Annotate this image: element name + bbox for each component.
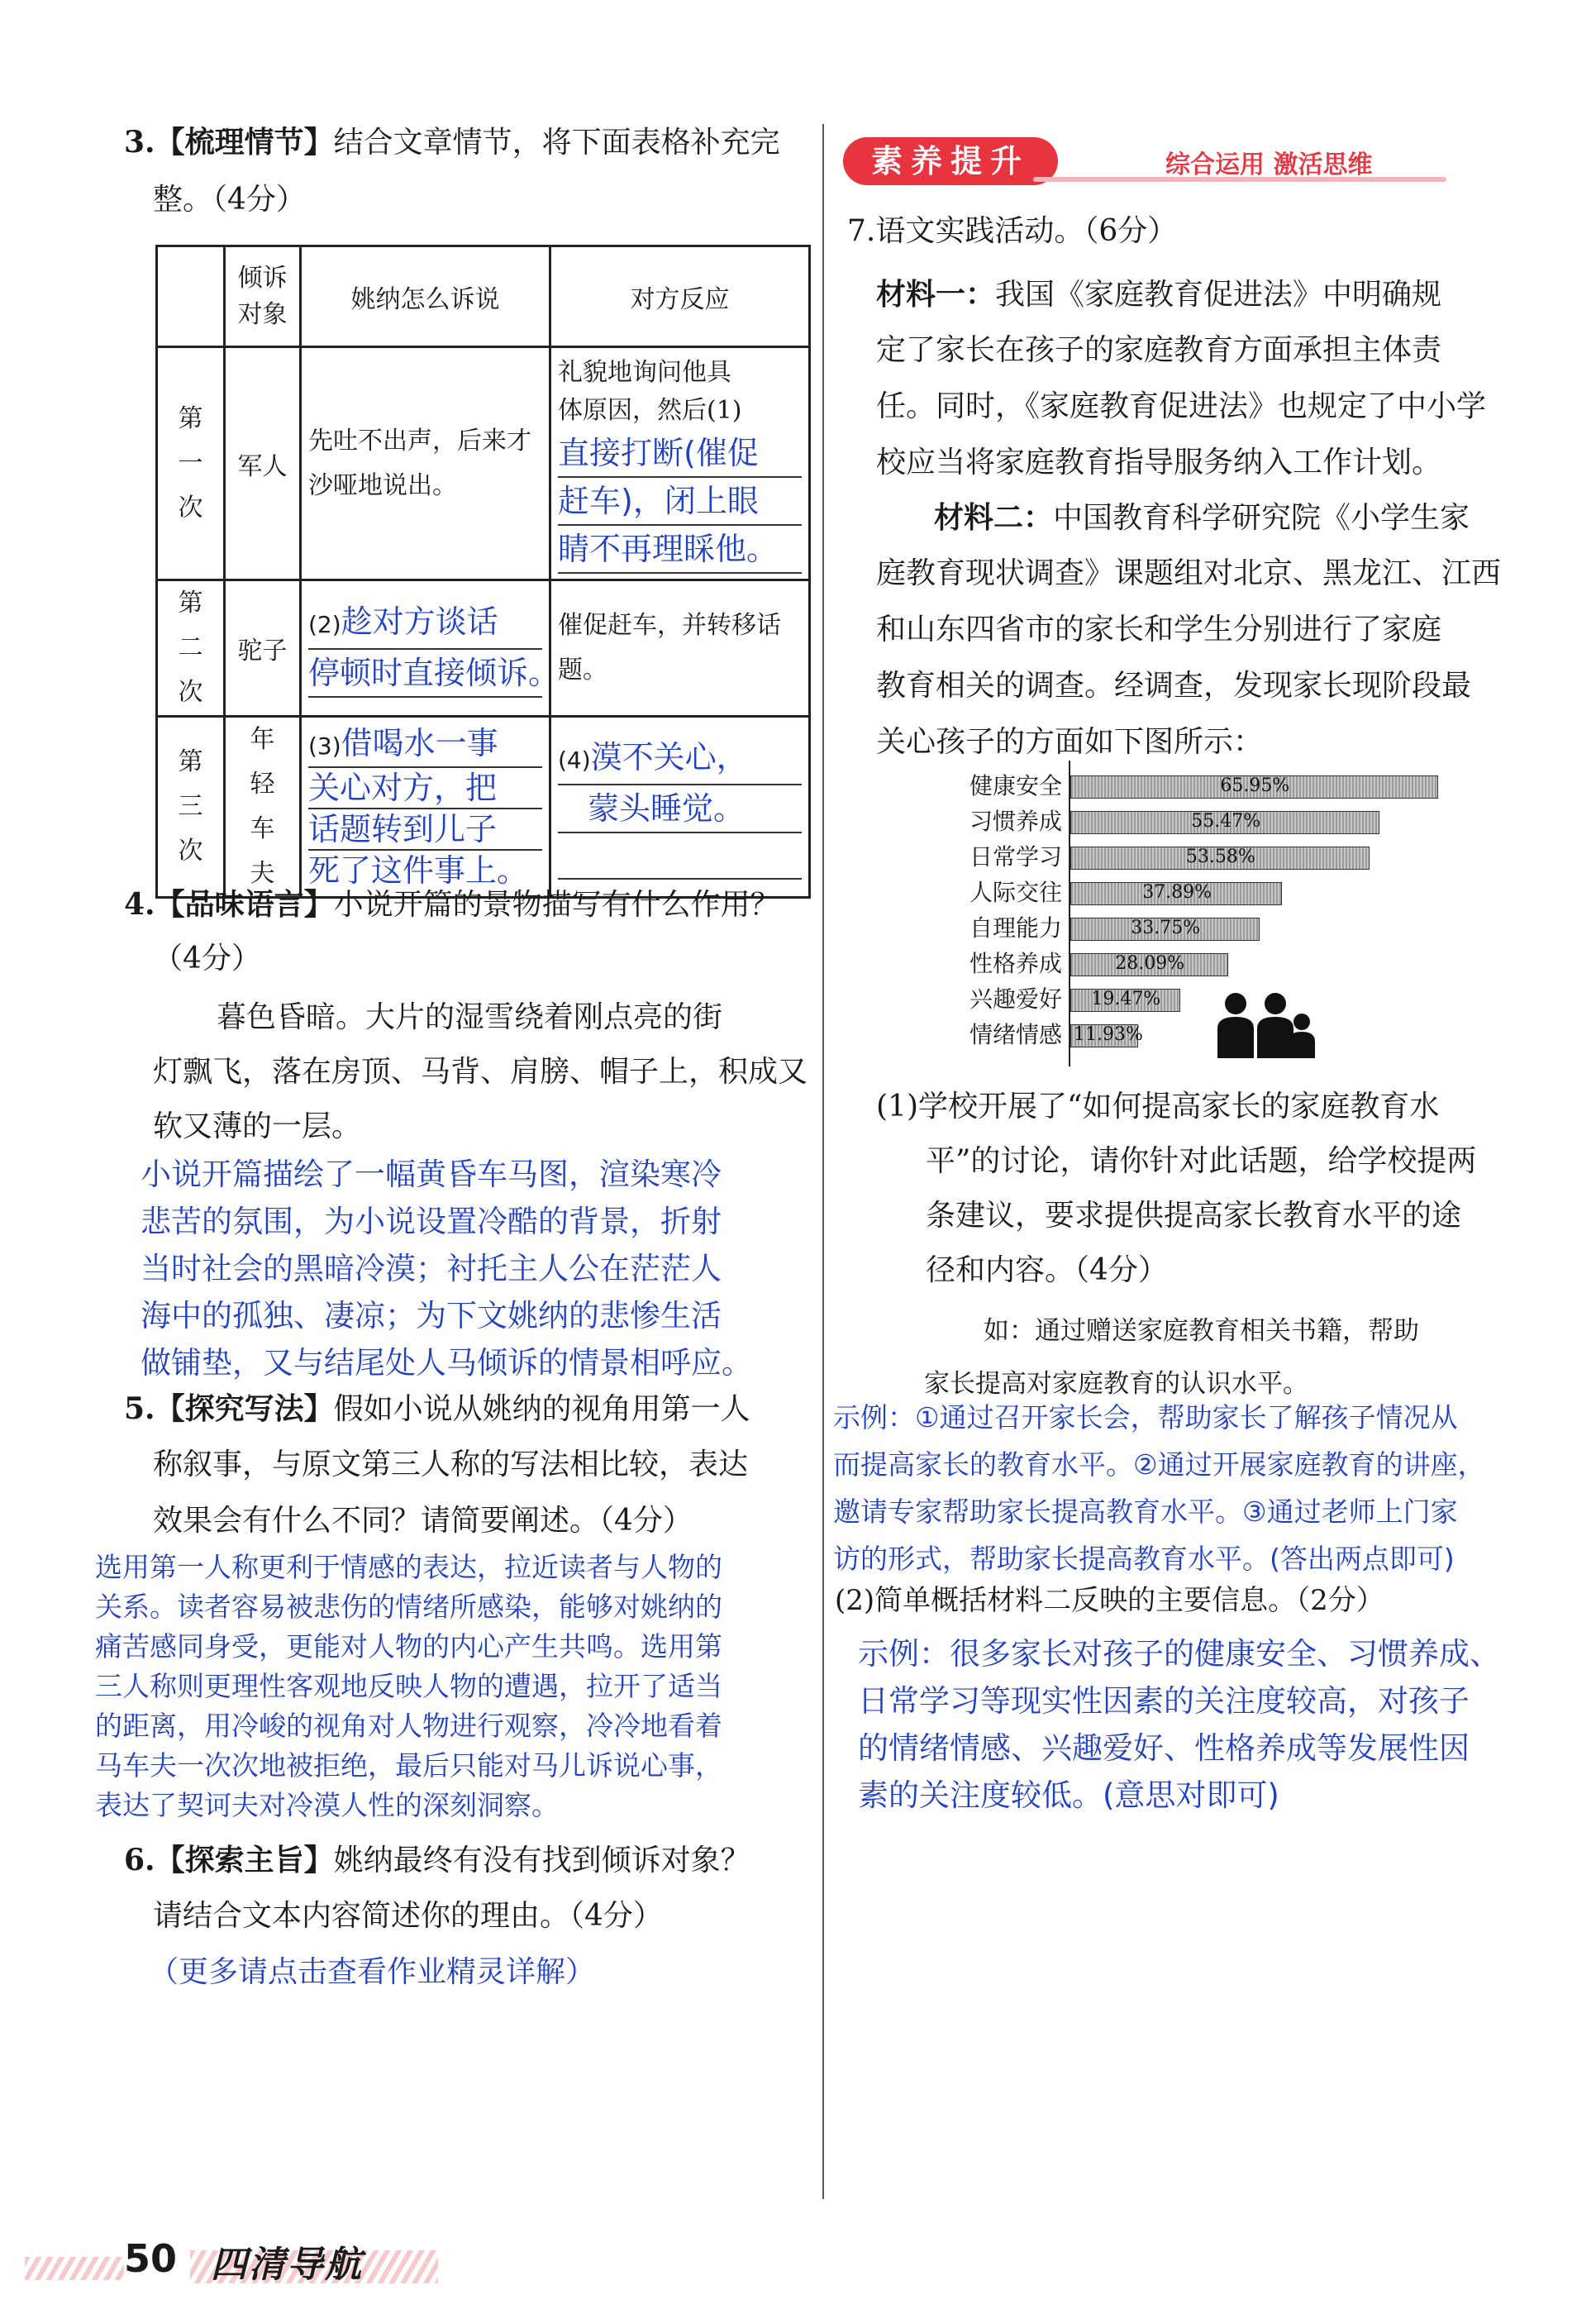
q4-line2: （4分）: [153, 942, 261, 976]
banner-subtitle: 综合运用 激活思维: [1165, 150, 1373, 179]
row2-answer-1: (2)趁对方谈话: [308, 599, 542, 650]
row1-how: 先吐不出声，后来才沙哑地说出。: [301, 347, 550, 580]
q7-material1-rest: [876, 322, 1486, 491]
row1-label: 第一次: [157, 347, 225, 580]
material1-line: 定了家长在孩子的家庭教育方面承担主体责: [876, 333, 1442, 367]
q4-quote-1: 暮色昏暗。大片的湿雪绕着刚点亮的街: [217, 1000, 723, 1034]
q4-answer-line: 海中的孤独、凄凉；为下文姚纳的悲惨生活: [141, 1298, 722, 1333]
material2-line: 庭教育现状调查》课题组对北京、黑龙江、江西: [876, 556, 1502, 590]
row3-react: [550, 717, 810, 898]
chart-category-label: 性格养成: [969, 950, 1062, 977]
chart-axis: [1069, 761, 1070, 1066]
family-icon: [1211, 992, 1318, 1058]
q7-material1: [876, 266, 1441, 323]
row1-answer-2: 赶车)，闭上眼: [558, 478, 802, 526]
q3-text: 结合文章情节，将下面表格补充完: [333, 126, 780, 160]
material2-label: 材料二：: [934, 500, 1054, 535]
q4-text: 小说开篇的景物描写有什么作用？: [333, 888, 780, 922]
example-line: 家长提高对家庭教育的认识水平。: [924, 1369, 1308, 1399]
q4-line1: [124, 886, 780, 923]
material1-line: 任。同时，《家庭教育促进法》也规定了中小学: [876, 389, 1487, 423]
q4-head: 4.【品味语言】: [124, 887, 334, 922]
brand-logo: 四清导航: [211, 2244, 363, 2286]
chart-category-label: 情绪情感: [969, 1021, 1062, 1048]
answer2-line: 示例：很多家长对孩子的健康安全、习惯养成、: [858, 1636, 1500, 1672]
answer1-line: 示例：①通过召开家长会，帮助家长了解孩子情况从: [833, 1401, 1458, 1434]
q6-line2: 请结合文本内容简述你的理由。（4分）: [153, 1899, 663, 1933]
row2-label: 第二次: [157, 580, 225, 717]
plot-table: [155, 245, 811, 899]
q7-answer2: [858, 1630, 1500, 1819]
q5-head: 5.【探究写法】: [124, 1391, 334, 1426]
chart-category-label: 自理能力: [969, 914, 1062, 942]
row3-answer-2: 关心对方，把: [308, 768, 542, 809]
row1-react: [550, 347, 810, 580]
q6-detail-link[interactable]: （更多请点击查看作业精灵详解）: [149, 1955, 596, 1989]
q5-line3: 效果会有什么不同？请简要阐述。（4分）: [153, 1504, 693, 1538]
chart-value-label: 28.09%: [1115, 953, 1185, 974]
chart-value-label: 37.89%: [1142, 882, 1212, 903]
row3-answer-3: 话题转到儿子: [308, 809, 542, 851]
row1-react-pre1: 礼貌地询问他具: [558, 357, 731, 387]
q5-answer-line: 关系。读者容易被悲伤的情绪所感染，能够对姚纳的: [95, 1591, 722, 1623]
row3-how: [301, 717, 550, 898]
q6-line1: [124, 1842, 750, 1879]
answer1-line: 而提高家长的教育水平。②通过开展家庭教育的讲座，: [833, 1448, 1485, 1481]
row3-answer-1: (3)借喝水一事: [308, 723, 542, 768]
column-divider: [822, 124, 824, 2199]
q4-answer-line: 做铺垫，又与结尾处人马倾诉的情景相呼应。: [141, 1345, 752, 1381]
answer2-line: 日常学习等现实性因素的关注度较高，对孩子: [858, 1683, 1470, 1719]
q7-answer1: [833, 1394, 1485, 1582]
chart-value-label: 19.47%: [1091, 989, 1161, 1009]
chart-category-label: 习惯养成: [969, 808, 1062, 835]
answer1-line: 邀请专家帮助家长提高教育水平。③通过老师上门家: [833, 1496, 1458, 1528]
chart-category-label: 人际交往: [969, 879, 1062, 906]
q5-answer-line: 马车夫一次次地被拒绝，最后只能对马儿诉说心事，: [95, 1749, 722, 1782]
section-banner: [843, 132, 1438, 192]
q7-material2-rest: [876, 546, 1501, 770]
material1-line: 校应当将家庭教育指导服务纳入工作计划。: [876, 446, 1442, 479]
q5-answer-line: 痛苦感同身受，更能对人物的内心产生共鸣。选用第: [95, 1630, 722, 1663]
row1-target: 军人: [225, 347, 301, 580]
material1-label: 材料一：: [876, 277, 996, 312]
row1-react-pre2: 体原因，然后(1): [558, 395, 742, 425]
example-line: 如：通过赠送家庭教育相关书籍，帮助: [984, 1316, 1419, 1346]
row3-react-answer-1: (4)漠不关心，: [558, 734, 802, 785]
q5-answer-line: 选用第一人称更利于情感的表达，拉近读者与人物的: [95, 1551, 722, 1583]
header-how: 姚纳怎么诉说: [301, 246, 550, 347]
chart-category-label: 日常学习: [969, 843, 1062, 871]
chart-value-label: 33.75%: [1131, 918, 1201, 938]
chart-category-label: 健康安全: [969, 772, 1062, 799]
row2-target: 驼子: [225, 580, 301, 717]
chart-value-label: 55.47%: [1191, 811, 1261, 832]
row2-how: [301, 580, 560, 717]
row2-react: 催促赶车，并转移话题。: [550, 580, 810, 717]
header-target: 倾诉对象: [225, 246, 301, 347]
row1-answer-3: 睛不再理睬他。: [558, 526, 802, 574]
sub1-line: 平”的讨论，请你针对此话题，给学校提两: [926, 1144, 1477, 1178]
q5-answer-line: 三人称则更理性客观地反映人物的遭遇，拉开了适当: [95, 1670, 722, 1702]
sub1-line: (1)学校开展了“如何提高家长的家庭教育水: [876, 1090, 1440, 1123]
q7-sub1: [876, 1080, 1476, 1298]
material2-line: 和山东四省市的家长和学生分别进行了家庭: [876, 613, 1442, 646]
q3-head: 3.【梳理情节】: [124, 125, 334, 160]
chart-value-label: 65.95%: [1220, 775, 1290, 796]
q5-answer-line: 的距离，用冷峻的视角对人物进行观察，冷冷地看着: [95, 1710, 722, 1742]
banner-title: 素养提升: [843, 137, 1058, 185]
q3-line2: 整。（4分）: [153, 183, 306, 217]
footer-stripe-left: [25, 2257, 124, 2280]
row3-label: 第三次: [157, 717, 225, 898]
material1-line: 我国《家庭教育促进法》中明确规: [995, 278, 1442, 312]
chart-value-label: 11.93%: [1074, 1024, 1143, 1045]
sub1-line: 条建议，要求提供提高家长教育水平的途: [926, 1199, 1462, 1233]
q4-answer-line: 小说开篇描绘了一幅黄昏车马图，渲染寒冷: [141, 1157, 722, 1192]
answer2-line: 的情绪情感、兴趣爱好、性格养成等发展性因: [858, 1730, 1470, 1766]
q4-answer: [141, 1151, 752, 1386]
answer2-line: 素的关注度较低。(意思对即可): [858, 1777, 1279, 1813]
q6-head: 6.【探索主旨】: [124, 1843, 334, 1877]
q4-answer-line: 当时社会的黑暗冷漠；衬托主人公在茫茫人: [141, 1251, 722, 1286]
page-number: 50: [124, 2236, 178, 2281]
q4-quote-3: 软又薄的一层。: [153, 1109, 362, 1143]
material2-line: 教育相关的调查。经调查，发现家长现阶段最: [876, 669, 1472, 703]
q6-text: 姚纳最终有没有找到倾诉对象？: [333, 1844, 750, 1877]
q7-material2: [934, 489, 1470, 546]
q5-answer-line: 表达了契诃夫对冷漠人性的深刻洞察。: [95, 1789, 559, 1821]
q4-answer-line: 悲苦的氛围，为小说设置冷酷的背景，折射: [141, 1204, 722, 1239]
sub1-line: 径和内容。（4分）: [926, 1253, 1168, 1287]
answer1-line: 访的形式，帮助家长提高教育水平。(答出两点即可): [833, 1543, 1455, 1575]
table-corner: [157, 246, 225, 347]
row2-answer-2: 停顿时直接倾诉。: [308, 650, 542, 698]
chart-category-label: 兴趣爱好: [969, 985, 1062, 1013]
row3-react-blank: [558, 833, 802, 880]
q5-line2: 称叙事，与原文第三人称的写法相比较，表达: [153, 1448, 749, 1481]
q5-text: 假如小说从姚纳的视角用第一人: [333, 1392, 750, 1426]
q7-sub2: (2)简单概括材料二反映的主要信息。（2分）: [835, 1584, 1384, 1617]
q4-quote-2: 灯飘飞，落在房顶、马背、肩膀、帽子上，积成又: [153, 1055, 808, 1089]
q5-line1: [124, 1391, 750, 1428]
material2-line: 中国教育科学研究院《小学生家: [1053, 501, 1470, 535]
q7-title: 7.语文实践活动。（6分）: [847, 214, 1178, 248]
row3-react-answer-2: 蒙头睡觉。: [558, 785, 802, 833]
row3-answer-4: 死了这件事上。: [308, 852, 529, 889]
row1-answer-1: 直接打断(催促: [558, 430, 802, 478]
header-react: 对方反应: [550, 246, 810, 347]
material2-line: 关心孩子的方面如下图所示：: [876, 725, 1264, 759]
q5-answer: [95, 1548, 722, 1825]
row3-target: 年轻车夫: [225, 717, 301, 898]
chart-value-label: 53.58%: [1185, 847, 1255, 867]
q3-line1: [124, 124, 780, 161]
